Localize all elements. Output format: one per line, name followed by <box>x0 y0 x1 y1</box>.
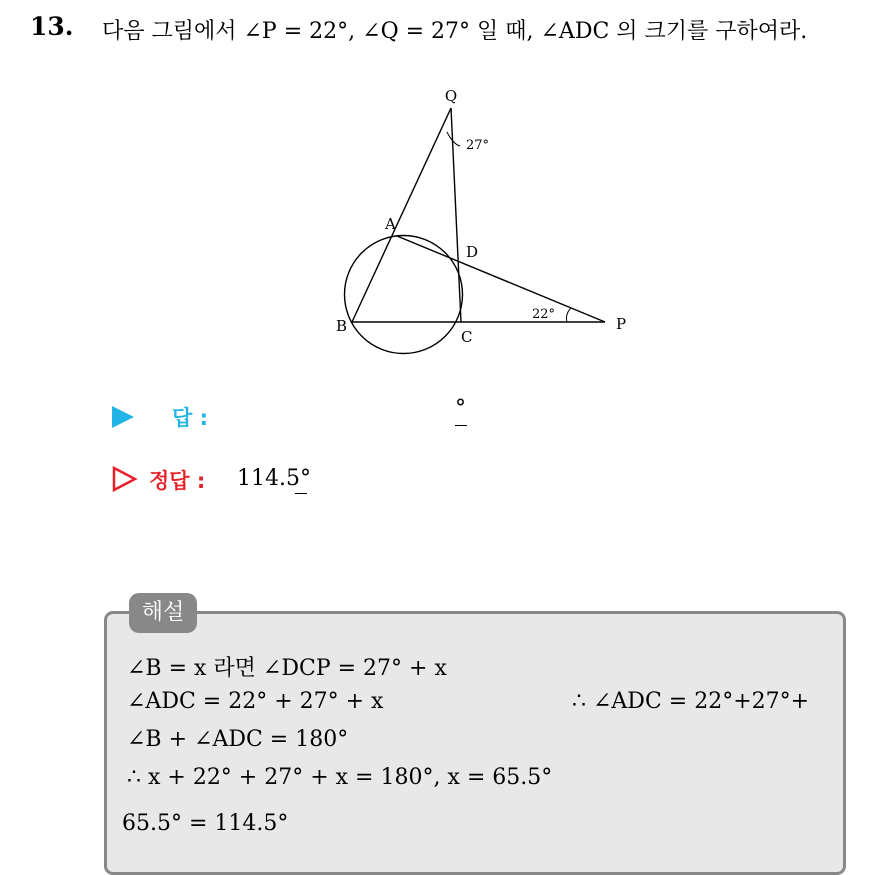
solution-line: 65.5° = 114.5° <box>122 811 289 836</box>
angle-p-arc <box>567 308 572 322</box>
question-text: 다음 그림에서 ∠P = 22°, ∠Q = 27° 일 때, ∠ADC 의 크기를 구하여라. <box>102 19 808 44</box>
label-c: C <box>461 328 473 346</box>
label-b: B <box>336 317 348 335</box>
answer-label: 답 : <box>172 406 208 430</box>
segment-qb <box>352 108 451 322</box>
geometry-figure <box>325 82 635 367</box>
answer-row <box>112 396 512 434</box>
segment-ap <box>397 236 605 322</box>
correct-underline <box>295 493 307 494</box>
solution-box <box>104 611 846 875</box>
correct-label: 정답 : <box>149 469 206 493</box>
solution-line: ∴ x + 22° + 27° + x = 180°, x = 65.5° <box>127 765 553 790</box>
solution-line: ∴ ∠ADC = 22°+27°+ <box>572 689 810 714</box>
label-d: D <box>466 243 479 261</box>
solution-line: ∠ADC = 22° + 27° + x <box>127 689 384 714</box>
angle-q-arc <box>447 132 460 146</box>
answer-blank <box>455 425 467 426</box>
angle-p-label: 22° <box>532 307 556 322</box>
answer-degree: ° <box>455 396 466 421</box>
correct-value: 114.5° <box>237 466 311 491</box>
solution-line: ∠B + ∠ADC = 180° <box>127 727 349 752</box>
question-number: 13. <box>30 12 74 41</box>
solution-tag: 해설 <box>129 593 197 633</box>
correct-answer-row <box>112 462 512 498</box>
play-icon <box>112 406 134 428</box>
label-p: P <box>616 315 627 333</box>
solution-line: ∠B = x 라면 ∠DCP = 27° + x <box>127 656 447 681</box>
circle <box>345 236 463 354</box>
label-a: A <box>385 215 396 233</box>
play-outline-icon <box>112 466 138 492</box>
angle-q-label: 27° <box>466 138 490 153</box>
label-q: Q <box>444 87 458 105</box>
